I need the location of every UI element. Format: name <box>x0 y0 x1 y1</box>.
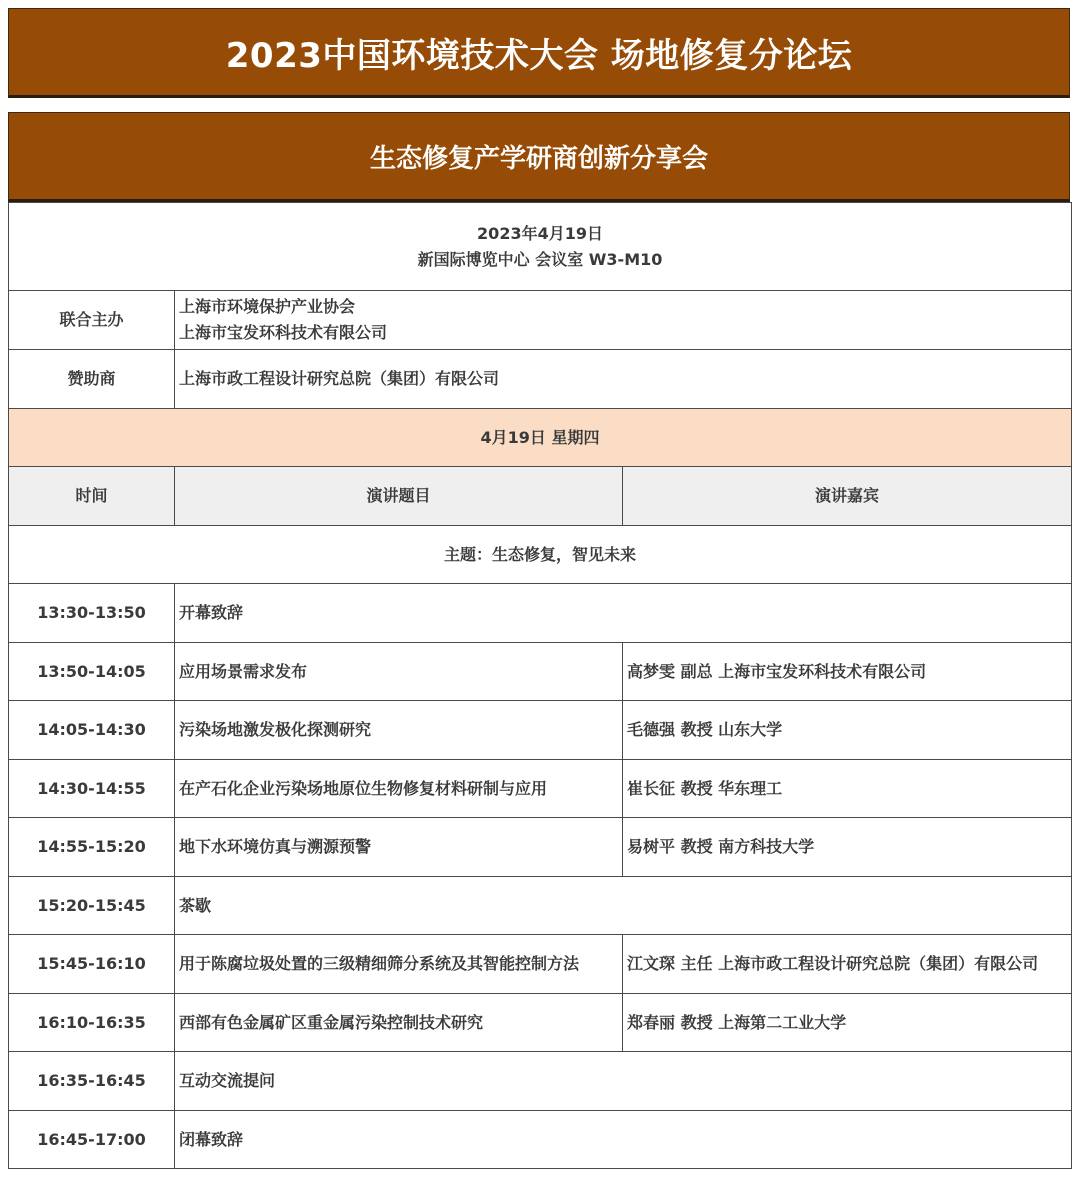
forum-title: 2023中国环境技术大会 场地修复分论坛 <box>225 35 853 76</box>
schedule-speaker: 崔长征 教授 华东理工 <box>623 760 1072 818</box>
organizer-item: 上海市环境保护产业协会 <box>179 297 356 316</box>
schedule-time: 15:45-16:10 <box>9 935 175 994</box>
theme-text: 主题：生态修复，智见未来 <box>9 526 1072 584</box>
event-date: 2023年4月19日 <box>477 223 603 243</box>
forum-title-banner <box>8 8 1070 98</box>
sponsor-label: 赞助商 <box>9 350 175 409</box>
schedule-time: 15:20-15:45 <box>9 877 175 935</box>
column-header-topic: 演讲题目 <box>175 467 623 526</box>
schedule-topic: 茶歇 <box>175 877 1072 935</box>
schedule-topic: 闭幕致辞 <box>175 1111 1072 1169</box>
info-row <box>9 203 1072 291</box>
schedule-topic: 应用场景需求发布 <box>175 643 623 701</box>
schedule-speaker: 江文琛 主任 上海市政工程设计研究总院（集团）有限公司 <box>623 935 1072 994</box>
session-title-banner <box>8 112 1070 202</box>
schedule-time: 16:45-17:00 <box>9 1111 175 1169</box>
schedule-row <box>9 818 1072 877</box>
schedule-time: 13:50-14:05 <box>9 643 175 701</box>
schedule-speaker: 高梦雯 副总 上海市宝发环科技术有限公司 <box>623 643 1072 701</box>
info-cell <box>9 203 1072 291</box>
schedule-time: 14:30-14:55 <box>9 760 175 818</box>
schedule-time: 13:30-13:50 <box>9 584 175 643</box>
schedule-row <box>9 935 1072 994</box>
agenda-table <box>8 202 1072 1169</box>
column-header-time: 时间 <box>9 467 175 526</box>
day-label: 4月19日 星期四 <box>9 409 1072 467</box>
schedule-row <box>9 760 1072 818</box>
schedule-topic: 开幕致辞 <box>175 584 1072 643</box>
organizers-row <box>9 291 1072 350</box>
schedule-time: 16:35-16:45 <box>9 1052 175 1111</box>
schedule-time: 14:05-14:30 <box>9 701 175 760</box>
schedule-time: 16:10-16:35 <box>9 994 175 1052</box>
schedule-row <box>9 1052 1072 1111</box>
column-header-speaker: 演讲嘉宾 <box>623 467 1072 526</box>
schedule-time: 14:55-15:20 <box>9 818 175 877</box>
schedule-speaker: 郑春丽 教授 上海第二工业大学 <box>623 994 1072 1052</box>
schedule-topic: 地下水环境仿真与溯源预警 <box>175 818 623 877</box>
schedule-row <box>9 701 1072 760</box>
schedule-speaker: 毛德强 教授 山东大学 <box>623 701 1072 760</box>
schedule-row <box>9 1111 1072 1169</box>
schedule-topic: 用于陈腐垃圾处置的三级精细筛分系统及其智能控制方法 <box>175 935 623 994</box>
schedule-topic: 在产石化企业污染场地原位生物修复材料研制与应用 <box>175 760 623 818</box>
session-title: 生态修复产学研商创新分享会 <box>369 143 708 174</box>
schedule-speaker: 易树平 教授 南方科技大学 <box>623 818 1072 877</box>
organizer-item: 上海市宝发环科技术有限公司 <box>179 323 388 342</box>
day-row <box>9 409 1072 467</box>
schedule-row <box>9 994 1072 1052</box>
schedule-row <box>9 643 1072 701</box>
schedule-topic: 西部有色金属矿区重金属污染控制技术研究 <box>175 994 623 1052</box>
column-header-row <box>9 467 1072 526</box>
sponsor-value: 上海市政工程设计研究总院（集团）有限公司 <box>175 350 1072 409</box>
schedule-row <box>9 584 1072 643</box>
sponsor-row <box>9 350 1072 409</box>
event-venue: 新国际博览中心 会议室 W3-M10 <box>417 249 663 269</box>
organizers-value <box>175 291 1072 350</box>
schedule-row <box>9 877 1072 935</box>
theme-row <box>9 526 1072 584</box>
organizers-label: 联合主办 <box>9 291 175 350</box>
schedule-topic: 互动交流提问 <box>175 1052 1072 1111</box>
schedule-topic: 污染场地激发极化探测研究 <box>175 701 623 760</box>
